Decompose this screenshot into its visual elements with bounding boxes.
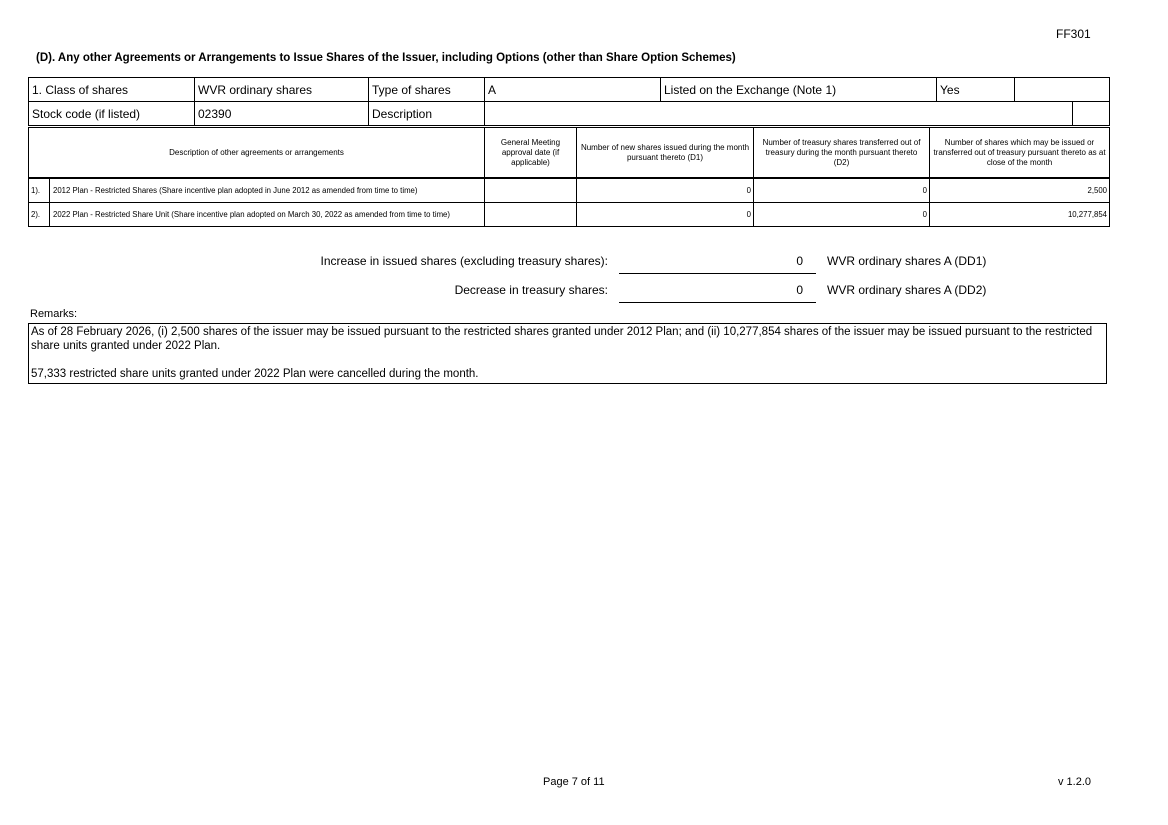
type-of-shares-value: A (485, 78, 661, 102)
col-header-d2: Number of treasury shares transferred out of treasury during the month pursuant thereto (D2) (754, 128, 930, 178)
page-number: Page 7 of 11 (543, 776, 605, 788)
increase-value: 0 (796, 254, 803, 268)
table-row (29, 179, 1110, 203)
remarks-line-1: As of 28 February 2026, (i) 2,500 shares of the issuer may be issued pursuant to the restricted shares granted under 2012 Plan; and (ii) 10,277,854 shares of the issuer may be issued pursuant to the restricted share units granted under 2022 Plan. (31, 326, 1093, 352)
stock-code-value: 02390 (195, 102, 369, 126)
arrangements-table (28, 178, 1110, 227)
arrangements-column-headers (28, 127, 1110, 178)
description-extra-cell (1073, 102, 1110, 126)
class-of-shares-label: 1. Class of shares (29, 78, 195, 102)
row-index: 2). (29, 203, 50, 227)
row-index: 1). (29, 179, 50, 203)
decrease-unit: WVR ordinary shares A (DD2) (827, 283, 987, 297)
increase-label: Increase in issued shares (excluding treasury shares): (320, 254, 608, 268)
row-d1: 0 (577, 203, 754, 227)
section-title: (D). Any other Agreements or Arrangements to Issue Shares of the Issuer, including Options (other than Share Option Schemes) (36, 52, 736, 64)
row-description: 2012 Plan - Restricted Shares (Share incentive plan adopted in June 2012 as amended from time to time) (50, 179, 485, 203)
type-of-shares-label: Type of shares (369, 78, 485, 102)
row-d2: 0 (754, 203, 930, 227)
row-d1: 0 (577, 179, 754, 203)
listed-extra-cell (1015, 78, 1110, 102)
row-description: 2022 Plan - Restricted Share Unit (Share incentive plan adopted on March 30, 2022 as amended from time to time) (50, 203, 485, 227)
row-close-of-month: 2,500 (930, 179, 1110, 203)
decrease-value: 0 (796, 283, 803, 297)
stock-code-label: Stock code (if listed) (29, 102, 195, 126)
share-class-header-table (28, 77, 1110, 126)
row-gm-approval (485, 179, 577, 203)
row-gm-approval (485, 203, 577, 227)
listed-label: Listed on the Exchange (Note 1) (661, 78, 937, 102)
class-of-shares-value: WVR ordinary shares (195, 78, 369, 102)
form-code: FF301 (1056, 27, 1091, 41)
col-header-gm-approval: General Meeting approval date (if applicable) (485, 128, 577, 178)
description-value (485, 102, 1073, 126)
description-label: Description (369, 102, 485, 126)
row-close-of-month: 10,277,854 (930, 203, 1110, 227)
remarks-label: Remarks: (30, 308, 78, 320)
decrease-label: Decrease in treasury shares: (454, 283, 608, 297)
remarks-line-2: 57,333 restricted share units granted under 2022 Plan were cancelled during the month. (31, 368, 479, 380)
col-header-description: Description of other agreements or arrangements (29, 128, 485, 178)
col-header-close-of-month: Number of shares which may be issued or transferred out of treasury pursuant thereto as at close of the month (930, 128, 1110, 178)
table-row (29, 203, 1110, 227)
row-d2: 0 (754, 179, 930, 203)
increase-unit: WVR ordinary shares A (DD1) (827, 254, 987, 268)
listed-value: Yes (937, 78, 1015, 102)
remarks-box (28, 323, 1107, 384)
col-header-d1: Number of new shares issued during the month pursuant thereto (D1) (577, 128, 754, 178)
version-label: v 1.2.0 (1058, 776, 1092, 788)
